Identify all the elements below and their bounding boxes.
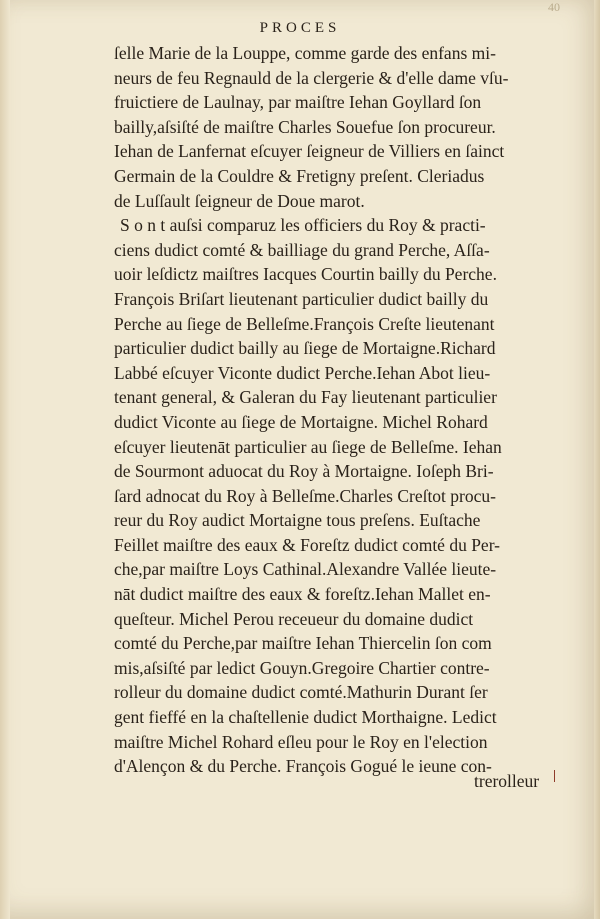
text-line: maiſtre Michel Rohard eſleu pour le Roy en l'election — [114, 731, 488, 752]
text-line: Feillet maiſtre des eaux & Foreſtz dudict comté du Per- — [114, 534, 500, 555]
page-edge — [594, 0, 600, 919]
text-line: Iehan de Lanfernat eſcuyer ſeigneur de Villiers en ſainct — [114, 141, 505, 162]
text-line: François Briſart lieutenant particulier dudict bailly du — [114, 288, 489, 309]
text-line: neurs de feu Regnauld de la clergerie & d'elle dame vſu- — [114, 67, 509, 88]
text-line: mis,aſsiſté par ledict Gouyn.Gregoire Chartier contre- — [114, 657, 490, 678]
text-line: ſard adnocat du Roy à Belleſme.Charles Creſtot procu- — [114, 485, 496, 506]
text-line: S o n t auſsi comparuz les officiers du Roy & practi- — [120, 215, 486, 236]
text-line: gent fieffé en la chaſtellenie dudict Morthaigne. Ledict — [114, 707, 497, 728]
text-line: uoir leſdictz maiſtres Iacques Courtin bailly du Perche. — [114, 264, 497, 285]
text-line: tenant general, & Galeran du Fay lieutenant particulier — [114, 387, 497, 408]
body-text — [114, 41, 574, 779]
text-line: Germain de la Couldre & Fretigny preſent. Cleriadus — [114, 165, 485, 186]
text-line: dudict Viconte au ſiege de Mortaigne. Michel Rohard — [114, 411, 488, 432]
text-line: rolleur du domaine dudict comté.Mathurin Durant ſer — [114, 682, 488, 703]
margin-rule-mark — [554, 770, 560, 782]
text-line: comté du Perche,par maiſtre Iehan Thiercelin ſon com — [114, 633, 492, 654]
text-line: che,par maiſtre Loys Cathinal.Alexandre Vallée lieute- — [114, 559, 497, 580]
text-line: de Sourmont aduocat du Roy à Mortaigne. Ioſeph Bri- — [114, 461, 494, 482]
text-line: d'Alençon & du Perche. François Gogué le ieune con- — [114, 756, 492, 777]
text-line: nāt dudict maiſtre des eaux & foreſtz.Iehan Mallet en- — [114, 584, 491, 605]
text-line: bailly,aſsiſté de maiſtre Charles Souefue ſon procureur. — [114, 116, 496, 137]
running-head: PROCES — [259, 20, 341, 36]
text-line: particulier dudict bailly au ſiege de Mortaigne.Richard — [114, 338, 496, 359]
text-line: queſteur. Michel Perou receueur du domaine dudict — [114, 608, 474, 629]
text-line: eſcuyer lieutenāt particulier au ſiege de Belleſme. Iehan — [114, 436, 502, 457]
text-line: fruictiere de Laulnay, par maiſtre Iehan Goyllard ſon — [114, 92, 482, 113]
text-line: de Luſſault ſeigneur de Doue marot. — [114, 190, 365, 211]
catchword: trerolleur — [474, 771, 540, 791]
text-line: ciens dudict comté & bailliage du grand Perche, Aſſa- — [114, 239, 490, 260]
text-line: ſelle Marie de la Louppe, comme garde des enfans mi- — [114, 43, 496, 63]
text-line: reur du Roy audict Mortaigne tous preſens. Euſtache — [114, 510, 481, 531]
text-line: Labbé eſcuyer Viconte dudict Perche.Iehan Abot lieu- — [114, 362, 491, 383]
text-line: Perche au ſiege de Belleſme.François Creſte lieutenant — [114, 313, 495, 334]
folio-number: 40 — [548, 0, 560, 14]
page-gutter-shadow — [0, 0, 10, 919]
